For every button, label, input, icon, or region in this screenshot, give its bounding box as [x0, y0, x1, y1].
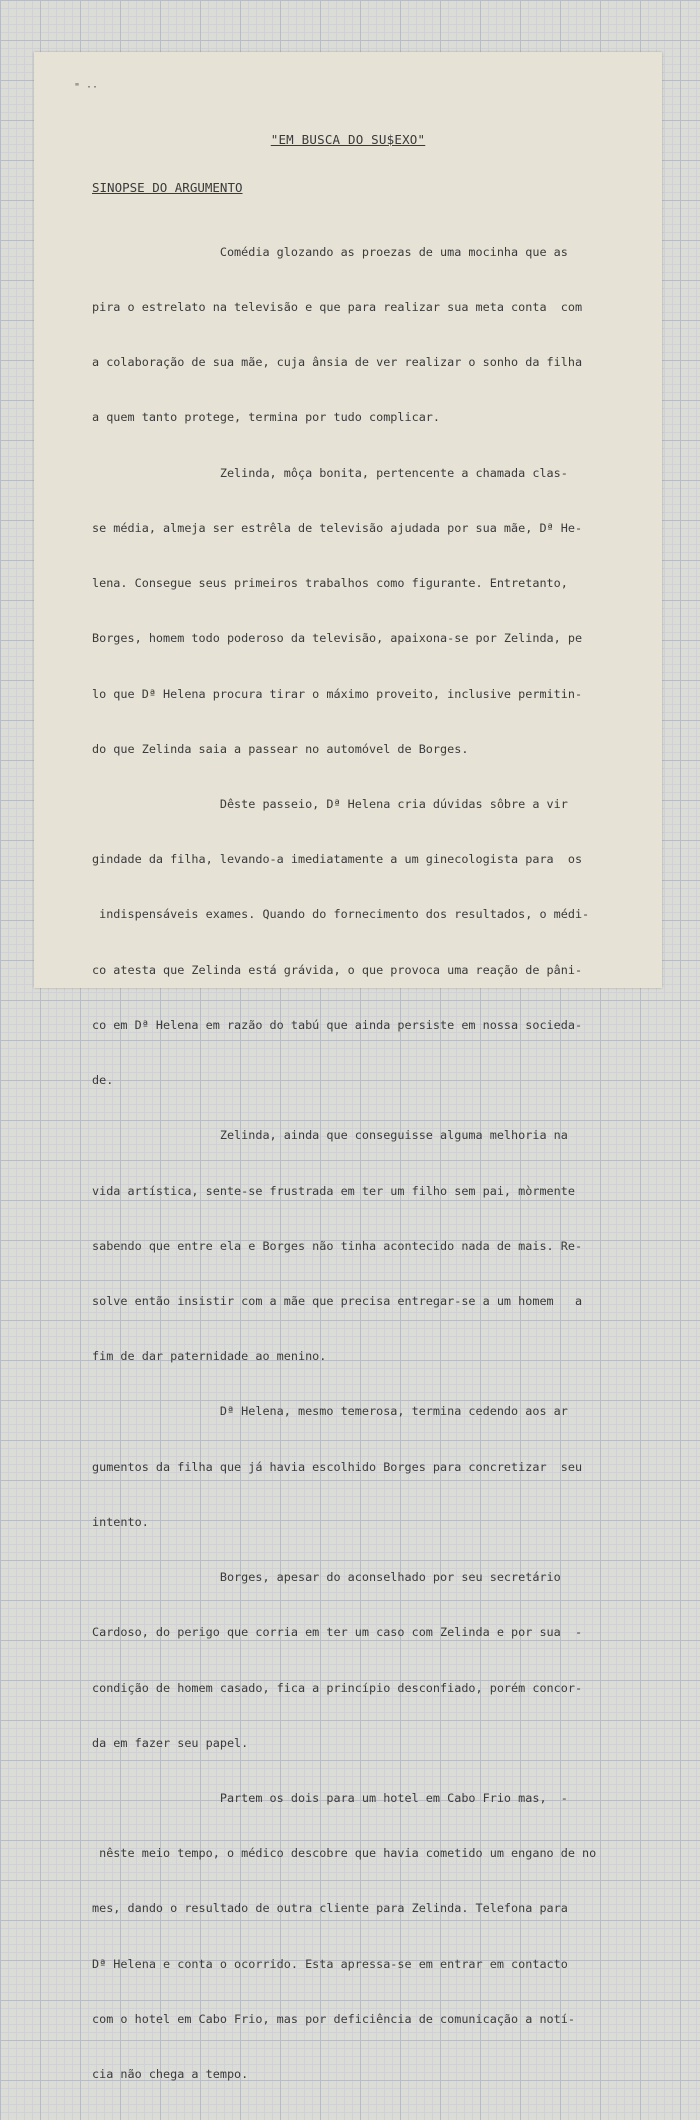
text-line: intento.: [92, 1514, 149, 1529]
text-line: lena. Consegue seus primeiros trabalhos como figurante. Entretanto,: [92, 576, 568, 591]
typewritten-page: [34, 52, 662, 2082]
text-line: lo que Dª Helena procura tirar o máximo proveito, inclusive permitin-: [92, 686, 583, 701]
text-line: indispensáveis exames. Quando do fornecimento dos resultados, o médi-: [92, 907, 590, 922]
text-line: Zelinda, ainda que conseguisse alguma melhoria na: [92, 1128, 568, 1143]
text-line: da em fazer seu papel.: [92, 1735, 249, 1750]
text-line: pira o estrelato na televisão e que para realizar sua meta conta com: [92, 300, 583, 315]
text-line: Cardoso, do perigo que corria em ter um caso com Zelinda e por sua -: [92, 1625, 583, 1640]
text-line: condição de homem casado, fica a princípio desconfiado, porém concor-: [92, 1680, 583, 1695]
text-line: fim de dar paternidade ao menino.: [92, 1349, 327, 1364]
text-line: gumentos da filha que já havia escolhido Borges para concretizar seu: [92, 1459, 583, 1474]
document-title-text: "EM BUSCA DO SU$EXO": [270, 132, 426, 147]
margin-marks: " ··: [74, 82, 99, 93]
text-line: Zelinda, môça bonita, pertencente a chamada clas-: [92, 465, 568, 480]
text-line: Borges, homem todo poderoso da televisão, apaixona-se por Zelinda, pe: [92, 631, 583, 646]
text-line: Dª Helena, mesmo temerosa, termina cedendo aos ar: [92, 1404, 568, 1419]
text-line: co em Dª Helena em razão do tabú que ainda persiste em nossa socieda-: [92, 1017, 583, 1032]
text-line: com o hotel em Cabo Frio, mas por deficiência de comunicação a notí-: [92, 2011, 575, 2026]
text-line: a colaboração de sua mãe, cuja ânsia de ver realizar o sonho da filha: [92, 355, 583, 370]
text-line: Dª Helena e conta o ocorrido. Esta apressa-se em entrar em contacto: [92, 1956, 568, 1971]
text-line: a quem tanto protege, termina por tudo complicar.: [92, 410, 441, 425]
text-line: gindade da filha, levando-a imediatamente a um ginecologista para os: [92, 852, 583, 867]
text-line: Comédia glozando as proezas de uma mocinha que as: [92, 244, 568, 259]
text-line: nêste meio tempo, o médico descobre que havia cometido um engano de no: [92, 1846, 597, 1861]
text-line: de.: [92, 1073, 114, 1088]
document-title: [34, 132, 662, 147]
text-line: Partem os dois para um hotel em Cabo Frio mas, -: [92, 1790, 568, 1805]
text-line: se média, almeja ser estrêla de televisão ajudada por sua mãe, Dª He-: [92, 520, 583, 535]
text-line: cia não chega a tempo.: [92, 2067, 249, 2082]
text-line: vida artística, sente-se frustrada em ter um filho sem pai, mòrmente: [92, 1183, 575, 1198]
text-line: sabendo que entre ela e Borges não tinha acontecido nada de mais. Re-: [92, 1238, 583, 1253]
text-line: Dêste passeio, Dª Helena cria dúvidas sôbre a vir: [92, 797, 568, 811]
section-heading: SINOPSE DO ARGUMENTO: [92, 180, 243, 195]
text-line: co atesta que Zelinda está grávida, o que provoca uma reação de pâni-: [92, 962, 583, 977]
text-line: Borges, apesar do aconselhado por seu secretário: [92, 1570, 561, 1585]
synopsis-body: [92, 206, 632, 2120]
text-line: do que Zelinda saia a passear no automóvel de Borges.: [92, 741, 469, 756]
text-line: mes, dando o resultado de outra cliente para Zelinda. Telefona para: [92, 1901, 568, 1916]
text-line: solve então insistir com a mãe que precisa entregar-se a um homem a: [92, 1293, 583, 1308]
